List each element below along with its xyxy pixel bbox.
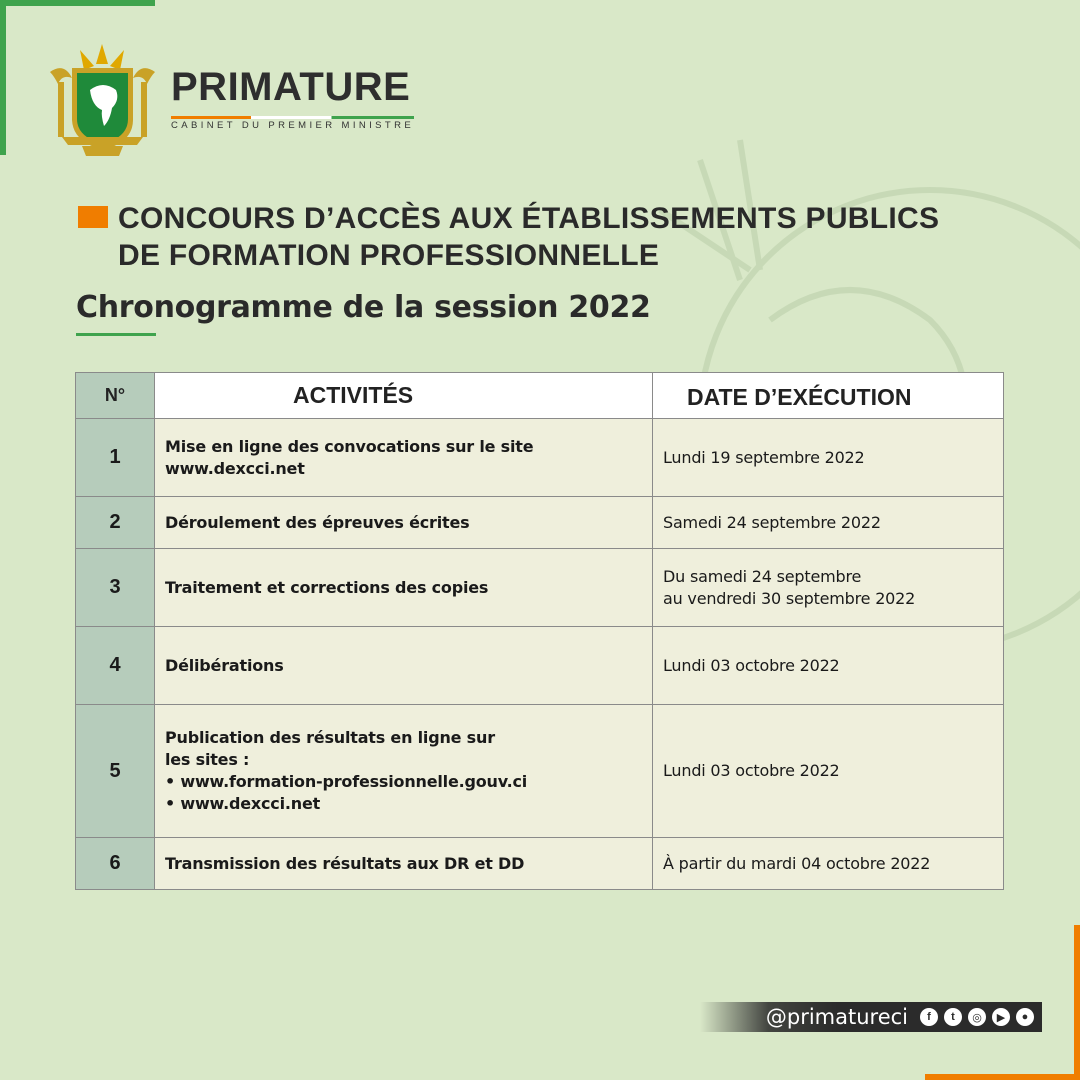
row-number: 6 xyxy=(76,838,155,890)
activity-line: Mise en ligne des convocations sur le site xyxy=(165,436,534,456)
flickr-icon[interactable]: ● xyxy=(1016,1008,1034,1026)
activity-line: • www.formation-professionnelle.gouv.ci xyxy=(165,772,528,791)
activity-line: les sites : xyxy=(165,750,250,769)
row-date xyxy=(653,549,1004,627)
table-header-row xyxy=(76,373,1004,419)
row-activity xyxy=(155,627,653,705)
table-row xyxy=(76,838,1004,890)
row-number: 5 xyxy=(76,705,155,838)
twitter-icon[interactable]: t xyxy=(944,1008,962,1026)
header-date: DATE D’EXÉCUTION xyxy=(653,373,1004,419)
social-handle[interactable]: @primatureci xyxy=(765,1005,908,1029)
instagram-icon[interactable]: ◎ xyxy=(968,1008,986,1026)
row-number: 1 xyxy=(76,419,155,497)
header-num: N° xyxy=(76,373,155,419)
activity-line: • www.dexcci.net xyxy=(165,794,321,813)
schedule-table xyxy=(75,372,1004,890)
brand-subtitle: CABINET DU PREMIER MINISTRE xyxy=(171,113,414,131)
corner-accent-orange-horizontal xyxy=(925,1074,1080,1080)
main-heading xyxy=(78,200,939,274)
table-row xyxy=(76,627,1004,705)
activity-line: Publication des résultats en ligne sur xyxy=(165,728,495,747)
facebook-icon[interactable]: f xyxy=(920,1008,938,1026)
primature-logo xyxy=(40,42,414,162)
row-activity xyxy=(155,419,653,497)
date-line: Lundi 03 octobre 2022 xyxy=(663,655,840,675)
heading-line-1: CONCOURS D’ACCÈS AUX ÉTABLISSEMENTS PUBLICS xyxy=(118,202,940,235)
date-line: au vendredi 30 septembre 2022 xyxy=(663,588,916,608)
youtube-icon[interactable]: ▶ xyxy=(992,1008,1010,1026)
activity-line: Déroulement des épreuves écrites xyxy=(165,512,470,532)
row-number: 3 xyxy=(76,549,155,627)
row-date xyxy=(653,838,1004,890)
subheading: Chronogramme de la session 2022 xyxy=(76,290,651,325)
table-row xyxy=(76,705,1004,838)
date-line: Du samedi 24 septembre xyxy=(663,566,862,586)
row-date xyxy=(653,705,1004,838)
row-date xyxy=(653,419,1004,497)
header-activity: ACTIVITÉS xyxy=(155,373,653,419)
table-row xyxy=(76,549,1004,627)
row-number: 4 xyxy=(76,627,155,705)
date-line: À partir du mardi 04 octobre 2022 xyxy=(663,853,931,873)
heading-line-2: DE FORMATION PROFESSIONNELLE xyxy=(118,239,660,272)
date-line: Lundi 03 octobre 2022 xyxy=(663,761,840,780)
table-body xyxy=(76,419,1004,890)
row-activity xyxy=(155,549,653,627)
coat-of-arms-icon xyxy=(40,42,165,162)
activity-line: Transmission des résultats aux DR et DD xyxy=(165,853,525,873)
date-line: Lundi 19 septembre 2022 xyxy=(663,447,865,467)
table-row xyxy=(76,419,1004,497)
row-number: 2 xyxy=(76,497,155,549)
row-date xyxy=(653,627,1004,705)
activity-line: Traitement et corrections des copies xyxy=(165,577,489,597)
heading-bullet xyxy=(78,206,108,228)
row-activity xyxy=(155,705,653,838)
row-date xyxy=(653,497,1004,549)
corner-accent-orange-vertical xyxy=(1074,925,1080,1080)
corner-accent-green-vertical xyxy=(0,0,6,155)
row-activity xyxy=(155,497,653,549)
subheading-underline xyxy=(76,333,156,336)
brand-title: PRIMATURE xyxy=(171,65,411,109)
corner-accent-green-horizontal xyxy=(0,0,155,6)
social-bar xyxy=(700,1002,1042,1032)
row-activity xyxy=(155,838,653,890)
activity-line: Délibérations xyxy=(165,655,284,675)
table-row xyxy=(76,497,1004,549)
date-line: Samedi 24 septembre 2022 xyxy=(663,512,881,532)
activity-line: www.dexcci.net xyxy=(165,458,305,478)
